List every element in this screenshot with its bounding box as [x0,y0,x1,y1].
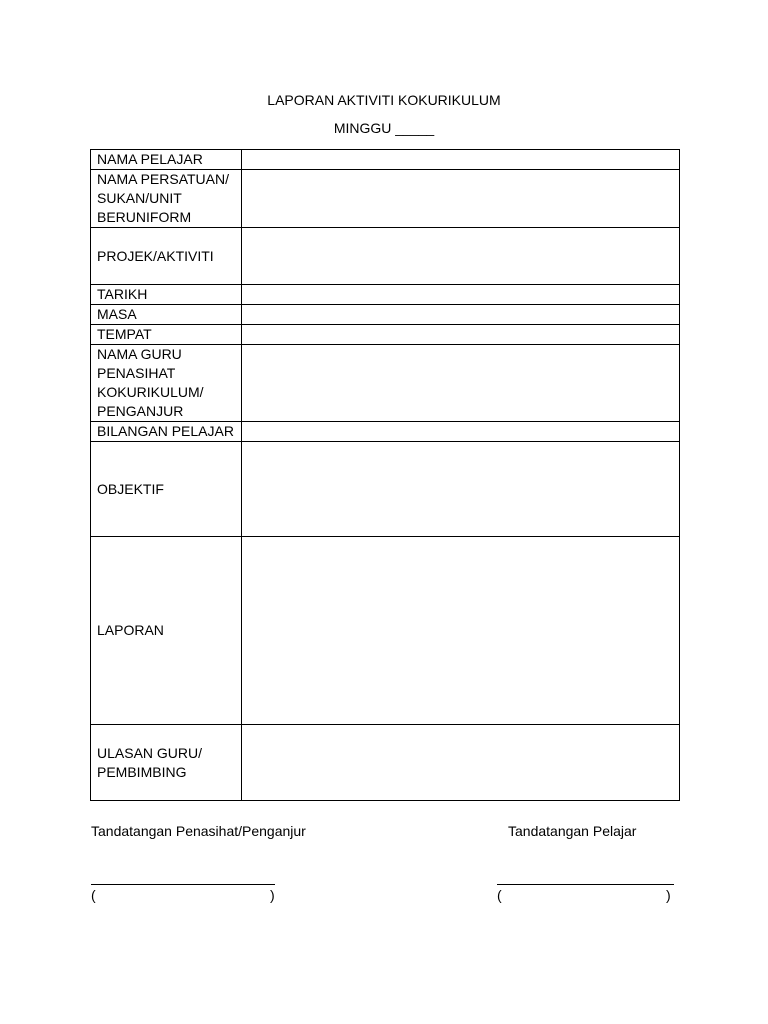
advisor-signature-line[interactable] [91,884,275,885]
label-line: NAMA PERSATUAN/ [97,171,229,187]
input-bilangan-pelajar[interactable] [242,422,680,442]
label-projek-aktiviti [91,228,242,285]
row-ulasan-guru [91,725,680,801]
label-tarikh [91,285,242,305]
label-line: PENGANJUR [97,403,184,419]
student-signature-label: Tandatangan Pelajar [508,823,637,839]
label-tempat [91,325,242,345]
row-nama-persatuan [91,170,680,228]
label-nama-pelajar [91,150,242,170]
input-masa[interactable] [242,305,680,325]
label-line: MASA [97,306,137,322]
label-line: NAMA GURU [97,346,182,362]
row-nama-pelajar [91,150,680,170]
label-nama-guru [91,345,242,422]
student-name-paren-open: ( [497,887,502,903]
input-nama-pelajar[interactable] [242,150,680,170]
row-objektif [91,442,680,537]
input-objektif[interactable] [242,442,680,537]
input-laporan[interactable] [242,537,680,725]
advisor-name-paren-close: ) [270,887,275,903]
label-line: OBJEKTIF [97,480,164,497]
student-name-paren-close: ) [666,887,671,903]
label-line: SUKAN/UNIT [97,190,182,206]
label-masa [91,305,242,325]
label-line: KOKURIKULUM/ [97,384,204,400]
week-field: MINGGU _____ [333,120,435,136]
input-tarikh[interactable] [242,285,680,305]
page-title: LAPORAN AKTIVITI KOKURIKULUM [267,92,501,108]
input-tempat[interactable] [242,325,680,345]
row-laporan [91,537,680,725]
advisor-signature-label: Tandatangan Penasihat/Penganjur [91,823,306,839]
student-signature-line[interactable] [497,884,674,885]
input-ulasan-guru[interactable] [242,725,680,801]
label-laporan [91,537,242,725]
row-projek-aktiviti [91,228,680,285]
label-line: LAPORAN [97,622,164,638]
label-nama-persatuan [91,170,242,228]
advisor-name-paren-open: ( [91,887,96,903]
label-line: BILANGAN PELAJAR [97,423,234,439]
label-line: ULASAN GURU/ [97,744,203,761]
activity-report-table [90,149,680,801]
label-ulasan-guru [91,725,242,801]
label-line: NAMA PELAJAR [97,151,203,167]
label-line: TARIKH [97,286,148,302]
input-nama-persatuan[interactable] [242,170,680,228]
row-tarikh [91,285,680,305]
row-masa [91,305,680,325]
label-line: PEMBIMBING [97,763,187,780]
row-nama-guru [91,345,680,422]
row-bilangan-pelajar [91,422,680,442]
label-line: PROJEK/AKTIVITI [97,247,214,264]
input-projek-aktiviti[interactable] [242,228,680,285]
input-nama-guru[interactable] [242,345,680,422]
row-tempat [91,325,680,345]
label-objektif [91,442,242,537]
label-line: TEMPAT [97,326,152,342]
label-line: BERUNIFORM [97,209,192,225]
label-line: PENASIHAT [97,365,176,381]
label-bilangan-pelajar [91,422,242,442]
